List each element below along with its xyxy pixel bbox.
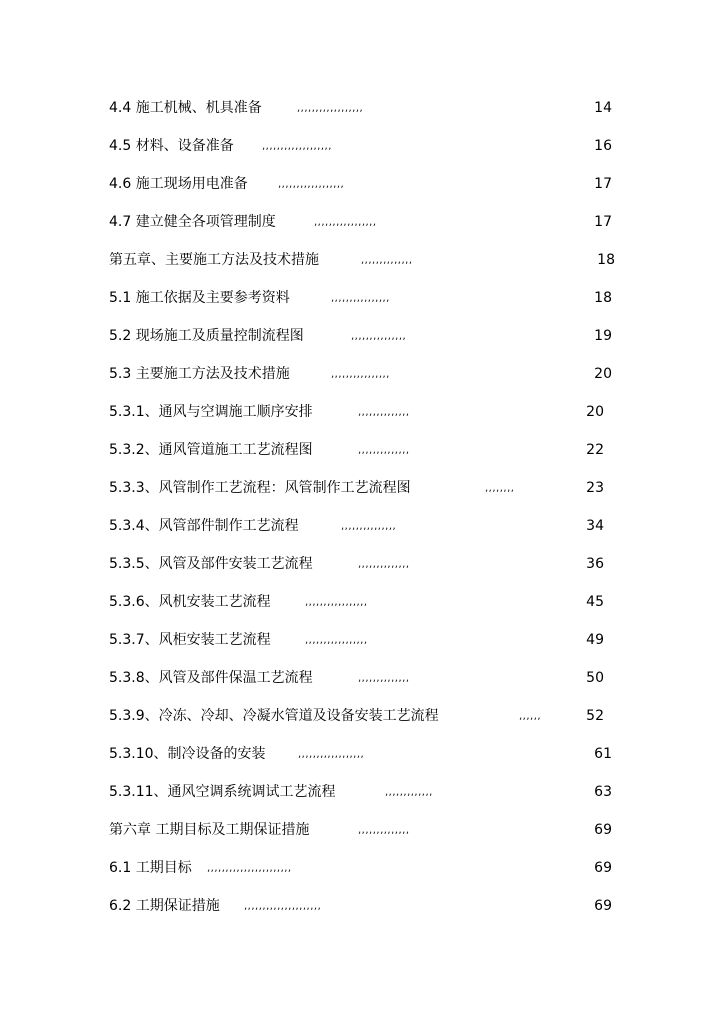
toc-entry[interactable] bbox=[0, 895, 724, 917]
toc-entry[interactable] bbox=[0, 325, 724, 347]
toc-entry-title: 5.3.9、冷冻、冷却、冷凝水管道及设备安装工艺流程 bbox=[109, 708, 439, 724]
toc-entry-page-number: 69 bbox=[594, 898, 612, 914]
toc-entry[interactable] bbox=[0, 857, 724, 879]
toc-entry[interactable] bbox=[0, 553, 724, 575]
toc-entry[interactable] bbox=[0, 705, 724, 727]
toc-entry[interactable] bbox=[0, 743, 724, 765]
toc-entry-page-number: 22 bbox=[586, 442, 604, 458]
toc-entry-title: 4.6 施工现场用电准备 bbox=[109, 176, 248, 192]
toc-entry-title: 5.3.1、通风与空调施工顺序安排 bbox=[109, 404, 313, 420]
toc-entry-page-number: 45 bbox=[586, 594, 604, 610]
toc-entry[interactable] bbox=[0, 781, 724, 803]
toc-entry-title: 5.3.11、通风空调系统调试工艺流程 bbox=[109, 784, 336, 800]
toc-entry-page-number: 36 bbox=[586, 556, 604, 572]
toc-entry-title: 5.3.10、制冷设备的安装 bbox=[109, 746, 266, 762]
toc-entry-title: 5.2 现场施工及质量控制流程图 bbox=[109, 328, 304, 344]
toc-entry-title: 5.3.8、风管及部件保温工艺流程 bbox=[109, 670, 313, 686]
toc-entry-page-number: 50 bbox=[586, 670, 604, 686]
toc-entry-leader: ,,,,,,,,,,,,,,,,, bbox=[305, 597, 368, 608]
toc-entry-leader: ,,,,,,,,,,,,, bbox=[385, 787, 433, 798]
toc-entry-title: 5.3.7、风柜安装工艺流程 bbox=[109, 632, 271, 648]
toc-entry-leader: ,,,,,,,,,,,,,,,, bbox=[331, 369, 390, 380]
toc-entry-page-number: 20 bbox=[586, 404, 604, 420]
toc-entry-leader: ,,,,,,,,,,,,,,,, bbox=[331, 293, 390, 304]
toc-entry-title: 6.2 工期保证措施 bbox=[109, 898, 220, 914]
toc-entry-leader: ,,,,,,,,,,,,,,,,, bbox=[314, 217, 377, 228]
toc-entry-page-number: 17 bbox=[594, 214, 612, 230]
toc-entry-leader: ,,,,,,,,,,,,,,,,,, bbox=[297, 103, 364, 114]
toc-entry-page-number: 49 bbox=[586, 632, 604, 648]
toc-entry-page-number: 17 bbox=[594, 176, 612, 192]
toc-entry-page-number: 69 bbox=[594, 860, 612, 876]
toc-entry[interactable] bbox=[0, 629, 724, 651]
toc-entry-title: 4.7 建立健全各项管理制度 bbox=[109, 214, 276, 230]
toc-entry[interactable] bbox=[0, 439, 724, 461]
toc-entry-title: 4.4 施工机械、机具准备 bbox=[109, 100, 262, 116]
toc-entry-page-number: 63 bbox=[594, 784, 612, 800]
toc-entry-leader: ,,,,,,,,,,,,,, bbox=[361, 255, 413, 266]
toc-entry-title: 5.3.6、风机安装工艺流程 bbox=[109, 594, 271, 610]
toc-entry-leader: ,,,,,,,,,,,,,, bbox=[358, 445, 410, 456]
toc-entry-leader: ,,,,,,,,,,,,,, bbox=[358, 407, 410, 418]
toc-entry[interactable] bbox=[0, 211, 724, 233]
toc-entry-page-number: 61 bbox=[594, 746, 612, 762]
toc-entry-title: 6.1 工期目标 bbox=[109, 860, 192, 876]
toc-entry-title: 5.3.4、风管部件制作工艺流程 bbox=[109, 518, 299, 534]
toc-entry-leader: ,,,,,,,,,,,,,,,,,,,,, bbox=[244, 901, 322, 912]
toc-entry-leader: ,,,,,,,,,,,,,,, bbox=[341, 521, 397, 532]
toc-entry-leader: ,,,,,,,,,,,,,,,,,,,,,,, bbox=[207, 863, 292, 874]
toc-entry-title: 5.1 施工依据及主要参考资料 bbox=[109, 290, 290, 306]
toc-entry-leader: ,,,,,,,,,,,,,,,,,,, bbox=[262, 141, 332, 152]
toc-entry[interactable] bbox=[0, 249, 724, 271]
toc-entry-page-number: 23 bbox=[586, 480, 604, 496]
toc-entry-page-number: 18 bbox=[597, 252, 615, 268]
toc-entry-leader: ,,,,,,,,,,,,,, bbox=[358, 825, 410, 836]
toc-entry-page-number: 19 bbox=[594, 328, 612, 344]
toc-entry-title: 第五章、主要施工方法及技术措施 bbox=[109, 252, 319, 268]
toc-entry[interactable] bbox=[0, 591, 724, 613]
toc-entry[interactable] bbox=[0, 363, 724, 385]
toc-entry[interactable] bbox=[0, 287, 724, 309]
toc-entry-leader: ,,,,,,,,,,,,,, bbox=[358, 673, 410, 684]
toc-entry-leader: ,,,,,,,,,,,,,, bbox=[358, 559, 410, 570]
toc-entry-title: 5.3.2、通风管道施工工艺流程图 bbox=[109, 442, 313, 458]
toc-entry[interactable] bbox=[0, 515, 724, 537]
toc-entry-title: 5.3 主要施工方法及技术措施 bbox=[109, 366, 290, 382]
toc-entry-page-number: 20 bbox=[594, 366, 612, 382]
toc-entry-page-number: 16 bbox=[594, 138, 612, 154]
toc-entry[interactable] bbox=[0, 97, 724, 119]
toc-entry-page-number: 14 bbox=[594, 100, 612, 116]
toc-entry-leader: ,,,,,, bbox=[519, 711, 542, 722]
toc-entry-leader: ,,,,,,,,,,,,,,, bbox=[351, 331, 407, 342]
toc-entry-page-number: 18 bbox=[594, 290, 612, 306]
toc-entry-leader: ,,,,,,,,,,,,,,,,,, bbox=[278, 179, 345, 190]
toc-entry-title: 5.3.5、风管及部件安装工艺流程 bbox=[109, 556, 313, 572]
toc-entry[interactable] bbox=[0, 819, 724, 841]
toc-entry-leader: ,,,,,,,,,,,,,,,,, bbox=[305, 635, 368, 646]
toc-entry[interactable] bbox=[0, 477, 724, 499]
toc-entry-title: 5.3.3、风管制作工艺流程：风管制作工艺流程图 bbox=[109, 480, 411, 496]
toc-entry-page-number: 34 bbox=[586, 518, 604, 534]
toc-entry-title: 第六章 工期目标及工期保证措施 bbox=[109, 822, 310, 838]
toc-entry-leader: ,,,,,,,,,,,,,,,,,, bbox=[298, 749, 365, 760]
toc-entry[interactable] bbox=[0, 135, 724, 157]
toc-entry[interactable] bbox=[0, 401, 724, 423]
toc-entry-page-number: 52 bbox=[586, 708, 604, 724]
toc-entry-page-number: 69 bbox=[594, 822, 612, 838]
toc-entry-title: 4.5 材料、设备准备 bbox=[109, 138, 234, 154]
toc-entry[interactable] bbox=[0, 667, 724, 689]
toc-entry-leader: ,,,,,,,, bbox=[485, 483, 515, 494]
toc-entry[interactable] bbox=[0, 173, 724, 195]
